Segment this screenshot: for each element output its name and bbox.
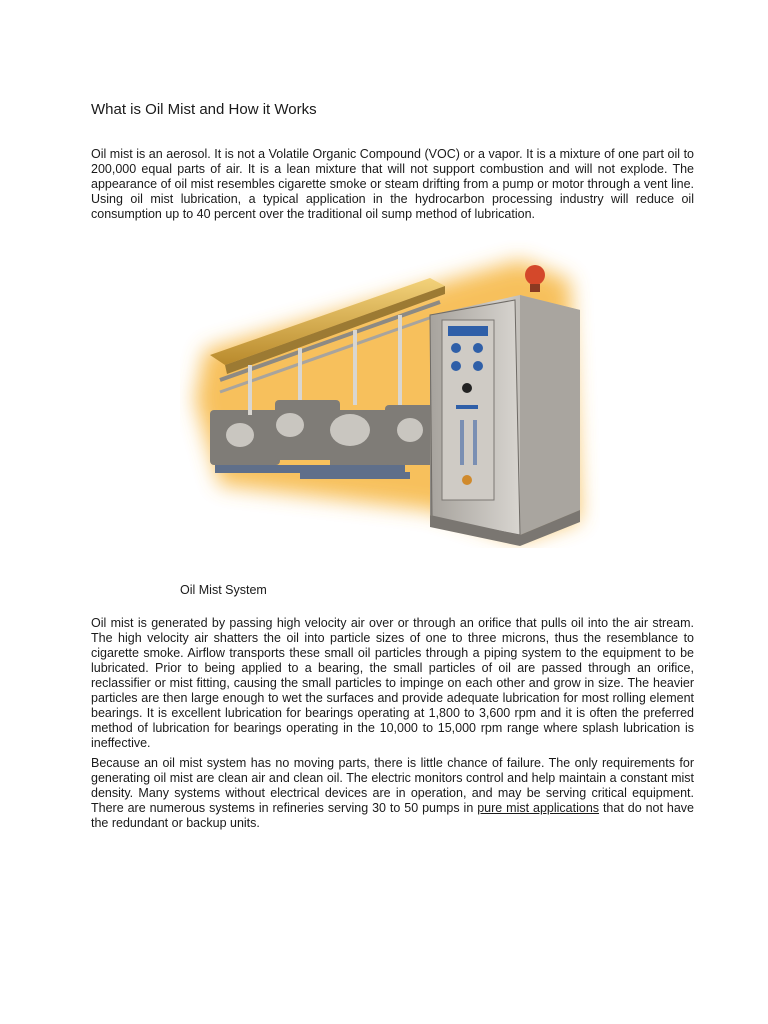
oil-mist-system-image bbox=[180, 240, 600, 548]
mist-generation-paragraph: Oil mist is generated by passing high velocity air over or through an orifice that pulls oil into the air stream. The high velocity air shatters the oil into particle sizes of one to three microns, thus the resemblance to cigarette smoke. Airflow transports these small oil particles through a piping system to the equipment to be lubricated. Prior to being applied to a bearing, the small particles of oil are passed through an orifice, reclassifier or mist fitting, causing the small particles to impinge on each other and grow in size. The heavier particles are then large enough to wet the surfaces and provide adequate lubrication for most rolling element bearings. It is excellent lubrication for bearings operating at 1,800 to 3,600 rpm and it is often the preferred method of lubrication for bearings operating in the 10,000 to 15,000 rpm range where splash lubrication is ineffective. bbox=[91, 616, 694, 750]
intro-paragraph: Oil mist is an aerosol. It is not a Volatile Organic Compound (VOC) or a vapor. It is a mixture of one part oil to 200,000 equal parts of air. It is a lean mixture that will not support combustion and will not explode. The appearance of oil mist resembles cigarette smoke or steam drifting from a pump or motor through a vent line. Using oil mist lubrication, a typical application in the hydrocarbon processing industry will reduce oil consumption up to 40 percent over the traditional oil sump method of lubrication. bbox=[91, 147, 694, 221]
paragraph-text-after-link: that do not have the redundant or backup units. bbox=[91, 801, 694, 830]
paragraph-text-before-link: Because an oil mist system has no moving parts, there is little chance of failure. The only requirements for generating oil mist are clean air and clean oil. The electric monitors control and help maintain a constant mist density. Many systems without electrical devices are in operation, and may be serving critical equipment. There are numerous systems in refineries serving 30 to 50 pumps in bbox=[91, 756, 694, 815]
page-title: What is Oil Mist and How it Works bbox=[91, 101, 317, 118]
reliability-paragraph bbox=[91, 756, 694, 831]
figure-caption: Oil Mist System bbox=[180, 583, 267, 597]
pure-mist-applications-link[interactable]: pure mist applications bbox=[477, 801, 600, 815]
